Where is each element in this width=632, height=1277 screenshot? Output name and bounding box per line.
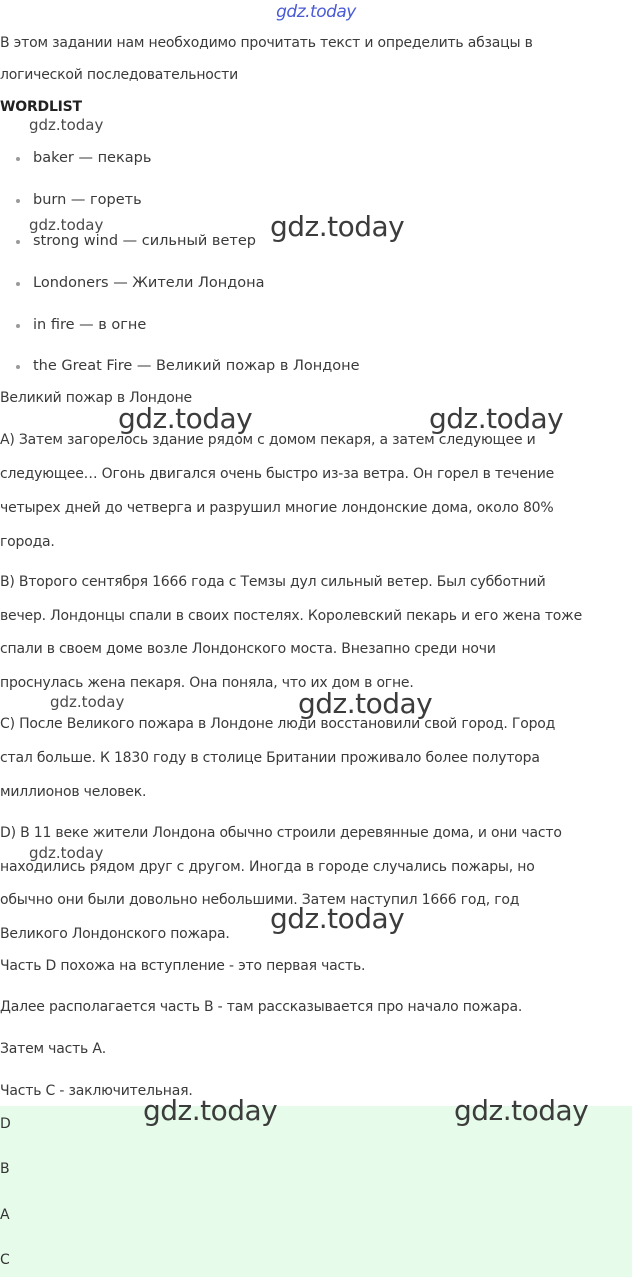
- paragraph-line: четырех дней до четверга и разрушил многие лондонские дома, около 80%: [0, 500, 554, 516]
- paragraph-line: спали в своем доме возле Лондонского моста. Внезапно среди ночи: [0, 641, 496, 657]
- watermark: gdz.today: [298, 687, 433, 720]
- bullet-icon: [16, 324, 20, 328]
- watermark: gdz.today: [29, 116, 104, 134]
- list-item: [0, 268, 632, 298]
- intro-line-1: В этом задании нам необходимо прочитать текст и определить абзацы в: [0, 35, 533, 51]
- answer-item: D: [0, 1116, 11, 1132]
- watermark: gdz.today: [429, 402, 564, 435]
- paragraph-line: стал больше. К 1830 году в столице Британии проживало более полутора: [0, 750, 540, 766]
- wordlist-item-text: burn — гореть: [33, 192, 142, 208]
- paragraph-line: А) Затем загорелось здание рядом с домом пекаря, а затем следующее и: [0, 432, 536, 448]
- paragraph-line: следующее… Огонь двигался очень быстро из-за ветра. Он горел в течение: [0, 466, 555, 482]
- answer-box: [0, 1106, 632, 1277]
- wordlist-item-text: in fire — в огне: [33, 317, 147, 333]
- answer-item: B: [0, 1161, 10, 1177]
- intro-line-2: логической последовательности: [0, 67, 239, 83]
- list-item: [0, 351, 632, 381]
- answer-item: C: [0, 1252, 10, 1268]
- bullet-icon: [16, 240, 20, 244]
- list-item: [0, 310, 632, 340]
- watermark: gdz.today: [50, 693, 125, 711]
- paragraph-line: города.: [0, 534, 55, 550]
- paragraph-line: C) После Великого пожара в Лондоне люди восстановили свой город. Город: [0, 716, 556, 732]
- paragraph-line: обычно они были довольно небольшими. Затем наступил 1666 год, год: [0, 892, 520, 908]
- explanation-line: Затем часть А.: [0, 1041, 106, 1057]
- watermark: gdz.today: [270, 210, 405, 243]
- wordlist-item-text: strong wind — сильный ветер: [33, 233, 256, 249]
- explanation-line: Часть C - заключительная.: [0, 1083, 193, 1099]
- bullet-icon: [16, 157, 20, 161]
- bullet-icon: [16, 282, 20, 286]
- answer-item: A: [0, 1207, 10, 1223]
- bullet-icon: [16, 199, 20, 203]
- watermark: gdz.today: [118, 402, 253, 435]
- explanation-line: Часть D похожа на вступление - это первая часть.: [0, 958, 366, 974]
- watermark: gdz.today: [270, 902, 405, 935]
- list-item: [0, 143, 632, 173]
- paragraph-line: B) Второго сентября 1666 года с Темзы дул сильный ветер. Был субботний: [0, 574, 546, 590]
- paragraph-line: Великого Лондонского пожара.: [0, 926, 230, 942]
- watermark: gdz.today: [143, 1094, 278, 1127]
- watermark: gdz.today: [29, 216, 104, 234]
- site-logo[interactable]: gdz.today: [276, 2, 356, 22]
- paragraph-line: D) В 11 веке жители Лондона обычно строили деревянные дома, и они часто: [0, 825, 562, 841]
- paragraph-line: миллионов человек.: [0, 784, 147, 800]
- paragraph-line: проснулась жена пекаря. Она поняла, что их дом в огне.: [0, 675, 414, 691]
- bullet-icon: [16, 365, 20, 369]
- wordlist-item-text: Londoners — Жители Лондона: [33, 275, 265, 291]
- wordlist-heading: WORDLIST: [0, 99, 82, 115]
- wordlist-item-text: the Great Fire — Великий пожар в Лондоне: [33, 358, 360, 374]
- paragraph-line: вечер. Лондонцы спали в своих постелях. Королевский пекарь и его жена тоже: [0, 608, 582, 624]
- watermark: gdz.today: [29, 844, 104, 862]
- watermark: gdz.today: [454, 1094, 589, 1127]
- wordlist-item-text: baker — пекарь: [33, 150, 152, 166]
- text-title: Великий пожар в Лондоне: [0, 390, 192, 406]
- explanation-line: Далее располагается часть B - там рассказывается про начало пожара.: [0, 999, 523, 1015]
- paragraph-line: находились рядом друг с другом. Иногда в городе случались пожары, но: [0, 859, 535, 875]
